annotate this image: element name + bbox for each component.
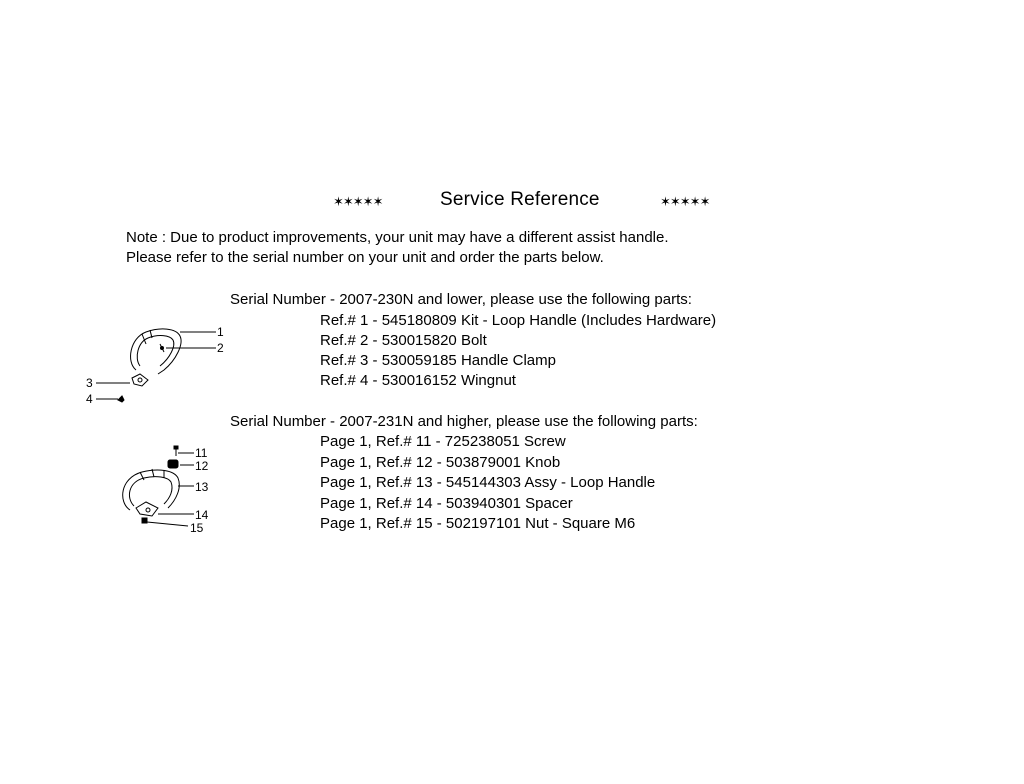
section2-part-12: Page 1, Ref.# 12 - 503879001 Knob bbox=[320, 454, 561, 471]
handle-clamp-shape bbox=[132, 374, 148, 386]
square-nut-shape bbox=[142, 518, 147, 523]
section1-part-1: Ref.# 1 - 545180809 Kit - Loop Handle (Includes Hardware) bbox=[320, 312, 717, 329]
callout-14: 14 bbox=[195, 508, 209, 522]
section2-part-15: Page 1, Ref.# 15 - 502197101 Nut - Square M6 bbox=[320, 515, 636, 532]
knob-shape bbox=[168, 460, 178, 468]
section1-heading: Serial Number - 2007-230N and lower, please use the following parts: bbox=[230, 291, 692, 308]
section1-part-2: Ref.# 2 - 530015820 Bolt bbox=[320, 332, 487, 349]
note-line-2: Please refer to the serial number on your unit and order the parts below. bbox=[126, 249, 604, 266]
section2-part-13: Page 1, Ref.# 13 - 545144303 Assy - Loop Handle bbox=[320, 474, 656, 491]
callout-15: 15 bbox=[190, 521, 204, 535]
section2-part-14: Page 1, Ref.# 14 - 503940301 Spacer bbox=[320, 495, 573, 512]
section1-part-3: Ref.# 3 - 530059185 Handle Clamp bbox=[320, 352, 556, 369]
callout-1: 1 bbox=[217, 325, 224, 339]
loop-handle-diagram-new bbox=[112, 444, 222, 536]
stars-right-decoration: ✶✶✶✶✶ bbox=[660, 195, 710, 210]
page-title: Service Reference bbox=[440, 189, 600, 210]
callout-3: 3 bbox=[86, 376, 93, 390]
stars-left-decoration: ✶✶✶✶✶ bbox=[333, 195, 383, 210]
callout-2: 2 bbox=[217, 341, 224, 355]
loop-handle-diagram-old bbox=[84, 322, 234, 408]
wingnut-shape bbox=[118, 396, 124, 402]
callout-11: 11 bbox=[195, 446, 208, 460]
note-line-1: Note : Due to product improvements, your unit may have a different assist handle. bbox=[126, 229, 669, 246]
callout-13: 13 bbox=[195, 480, 209, 494]
callout-12: 12 bbox=[195, 459, 209, 473]
section2-part-11: Page 1, Ref.# 11 - 725238051 Screw bbox=[320, 433, 566, 450]
section1-part-4: Ref.# 4 - 530016152 Wingnut bbox=[320, 372, 516, 389]
callout-4: 4 bbox=[86, 392, 93, 406]
section2-heading: Serial Number - 2007-231N and higher, please use the following parts: bbox=[230, 413, 698, 430]
